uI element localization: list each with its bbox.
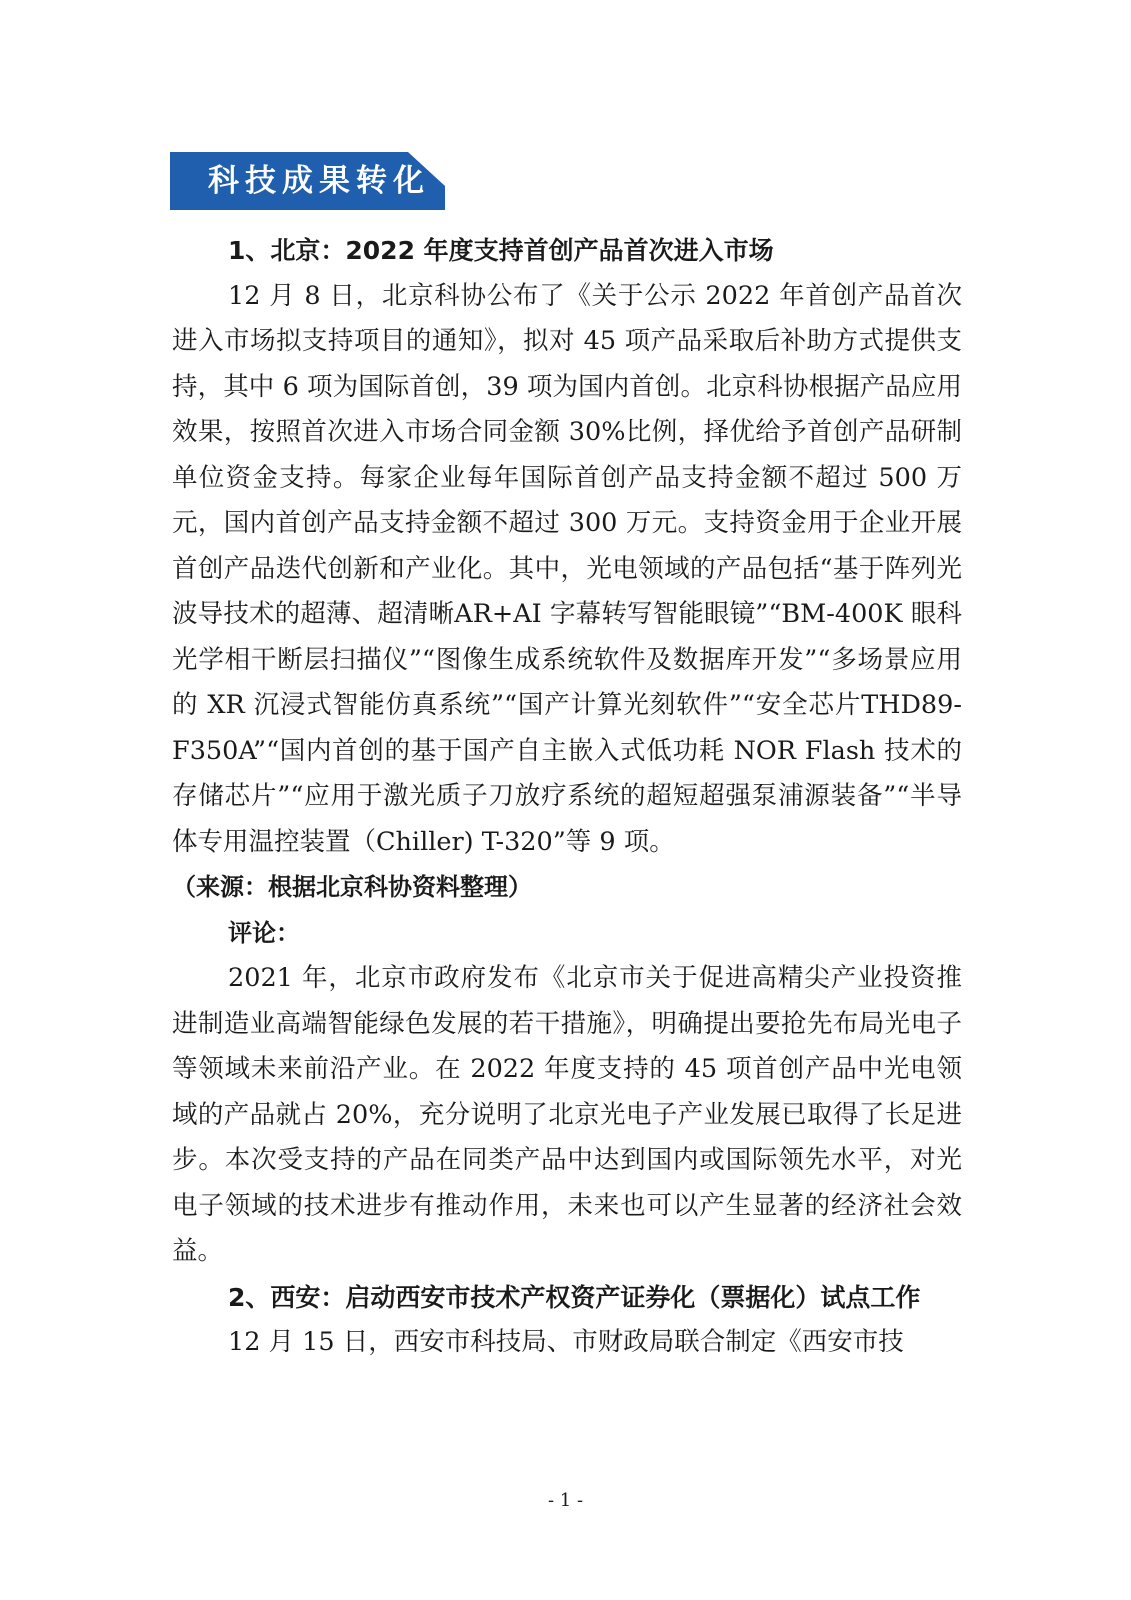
document-body bbox=[172, 228, 962, 1366]
page-number: - 1 - bbox=[547, 1490, 584, 1511]
section-banner bbox=[170, 152, 445, 210]
banner-title: 科技成果转化 bbox=[208, 163, 430, 199]
section1-heading: 1、北京：2022 年度支持首创产品首次进入市场 bbox=[228, 236, 774, 265]
comment-label: 评论： bbox=[228, 918, 300, 947]
section2-body: 12 月 15 日，西安市科技局、市财政局联合制定《西安市技 bbox=[228, 1327, 904, 1357]
section1-source: （来源：根据北京科协资料整理） bbox=[172, 873, 532, 901]
section2-heading: 2、西安：启动西安市技术产权资产证券化（票据化）试点工作 bbox=[228, 1282, 921, 1312]
section1-comment: 2021 年，北京市政府发布《北京市关于促进高精尖产业投资推进制造业高端智能绿色发展的若干措施》，明确提出要抢先布局光电子等领域未来前沿产业。在 2022 年度支持的 45 项首创产品中光电领域的产品就占 20%，充分说明了北京光电子产业发展已取得了长足进步。本次受支持的产品在同类产品中达到国内或国际领先水平，对光电子领域的技术进步有推动作用，未来也可以产生显著的经济社会效益。 bbox=[172, 963, 962, 1266]
section1-body: 12 月 8 日，北京科协公布了《关于公示 2022 年首创产品首次进入市场拟支持项目的通知》，拟对 45 项产品采取后补助方式提供支持，其中 6 项为国际首创，39 项为国内首创。北京科协根据产品应用效果，按照首次进入市场合同金额 30%比例，择优给予首创产品研制单位资金支持。每家企业每年国际首创产品支持金额不超过 500 万元，国内首创产品支持金额不超过 300 万元。支持资金用于企业开展首创产品迭代创新和产业化。其中，光电领域的产品包括“基于阵列光波导技术的超薄、超清晰AR+AI 字幕转写智能眼镜”“BM-400K 眼科光学相干断层扫描仪”“图像生成系统软件及数据库开发”“多场景应用的 XR 沉浸式智能仿真系统”“国产计算光刻软件”“安全芯片THD89-F350A”“国内首创的基于国产自主嵌入式低功耗 NOR Flash 技术的存储芯片”“应用于激光质子刀放疗系统的超短超强泵浦源装备”“半导体专用温控装置（Chiller) T-320”等 9 项。 bbox=[172, 280, 962, 857]
